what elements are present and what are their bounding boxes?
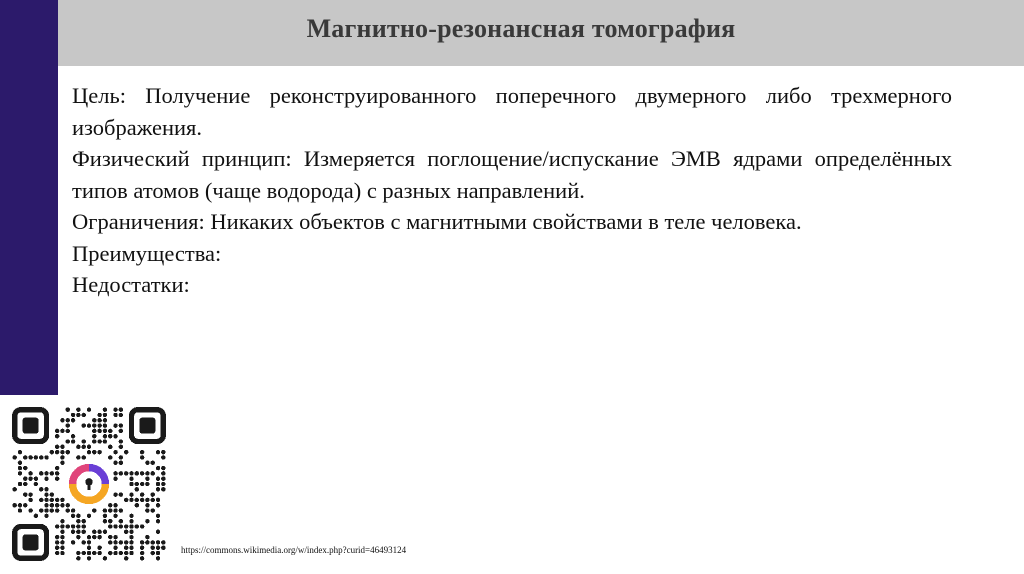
qr-module [119,540,123,544]
qr-module [60,450,64,454]
qr-module [103,407,107,411]
qr-module [23,482,27,486]
qr-module [108,551,112,555]
qr-module [87,556,91,560]
qr-module [28,471,32,475]
qr-module [76,455,80,459]
qr-module [39,455,43,459]
qr-module [66,439,70,443]
qr-module [87,445,91,449]
qr-module [55,545,59,549]
qr-module [60,551,64,555]
qr-module [156,551,160,555]
qr-module [60,418,64,422]
qr-module [156,503,160,507]
qr-module [39,508,43,512]
qr-module [55,508,59,512]
qr-module [124,471,128,475]
qr-module [76,407,80,411]
qr-module [129,545,133,549]
qr-module [129,476,133,480]
qr-module [81,455,85,459]
qr-module [161,450,165,454]
qr-module [12,487,16,491]
qr-module [124,551,128,555]
qr-module [12,503,16,507]
qr-module [18,503,22,507]
qr-module [92,439,96,443]
qr-module [66,450,70,454]
qr-module [161,476,165,480]
qr-module [103,514,107,518]
qr-module [44,471,48,475]
qr-module [129,530,133,534]
qr-module [108,445,112,449]
title-band [58,0,1024,66]
qr-module [129,535,133,539]
qr-module [145,508,149,512]
qr-module [97,439,101,443]
qr-module [81,413,85,417]
qr-module [113,492,117,496]
qr-module [71,413,75,417]
qr-module [55,503,59,507]
qr-module [60,461,64,465]
qr-module [124,540,128,544]
qr-module [156,450,160,454]
qr-module [81,540,85,544]
qr-module [55,540,59,544]
qr-module [119,551,123,555]
body-paragraph-goal: Цель: Получение реконструированного поперечного двумерного либо трехмерного изображения. [72,83,952,140]
qr-module [50,450,54,454]
qr-module [97,530,101,534]
qr-module [76,524,80,528]
qr-module [103,439,107,443]
qr-module [129,471,133,475]
qr-module [108,519,112,523]
qr-module [129,482,133,486]
qr-module [145,471,149,475]
qr-module [113,514,117,518]
qr-module [39,498,43,502]
qr-module [71,540,75,544]
qr-module [66,508,70,512]
qr-module [145,535,149,539]
qr-module [87,540,91,544]
qr-module [92,535,96,539]
qr-module [103,429,107,433]
qr-module [81,524,85,528]
qr-module [119,455,123,459]
qr-module [108,535,112,539]
qr-module [76,514,80,518]
qr-module [113,471,117,475]
qr-module [34,482,38,486]
qr-module [113,461,117,465]
qr-module [81,519,85,523]
qr-module [60,530,64,534]
qr-module [113,545,117,549]
qr-module [50,498,54,502]
qr-module [156,487,160,491]
qr-module [135,487,139,491]
qr-module [71,524,75,528]
qr-module [103,556,107,560]
qr-module [60,455,64,459]
qr-module [44,487,48,491]
qr-module [34,455,38,459]
qr-module [119,423,123,427]
qr-module [23,476,27,480]
qr-module [145,540,149,544]
qr-module [161,471,165,475]
qr-module [108,434,112,438]
qr-module [129,540,133,544]
qr-module [39,487,43,491]
qr-module [44,455,48,459]
qr-module [140,455,144,459]
qr-module [60,503,64,507]
qr-module [135,482,139,486]
qr-module [66,423,70,427]
qr-module [81,530,85,534]
source-link[interactable]: https://commons.wikimedia.org/w/index.php?curid=46493124 [181,545,407,555]
qr-module [140,498,144,502]
qr-module [156,482,160,486]
qr-module [97,450,101,454]
qr-module [119,413,123,417]
qr-module [66,524,70,528]
qr-module [71,439,75,443]
qr-module [156,476,160,480]
qr-module [66,503,70,507]
qr-module [150,498,154,502]
qr-module [23,503,27,507]
qr-module [156,514,160,518]
qr-module [145,503,149,507]
qr-module [150,545,154,549]
qr-module [55,498,59,502]
qr-module [87,551,91,555]
qr-module [119,429,123,433]
qr-code-icon[interactable] [12,407,166,561]
qr-module [156,519,160,523]
qr-module [92,423,96,427]
qr-module [119,524,123,528]
qr-module [140,551,144,555]
qr-module [113,540,117,544]
qr-module [55,434,59,438]
qr-module [124,556,128,560]
qr-module [50,492,54,496]
qr-module [150,508,154,512]
slide-body [72,80,952,301]
qr-module [119,519,123,523]
qr-module [92,551,96,555]
qr-module [129,519,133,523]
qr-module [156,466,160,470]
qr-module [28,476,32,480]
qr-module [28,498,32,502]
qr-module [44,492,48,496]
qr-module [50,503,54,507]
qr-module [50,471,54,475]
qr-module [60,540,64,544]
qr-module [103,434,107,438]
qr-module [103,508,107,512]
qr-module [124,524,128,528]
qr-module [119,461,123,465]
qr-module [28,455,32,459]
qr-module [161,487,165,491]
qr-module [113,413,117,417]
qr-module [103,413,107,417]
qr-module [60,524,64,528]
qr-module [92,450,96,454]
qr-module [76,535,80,539]
body-paragraph-principle: Физический принцип: Измеряется поглощение/испускание ЭМВ ядрами определённых типов атомов (чаще водорода) с разных направлений. [72,146,952,203]
qr-module [18,466,22,470]
qr-module [161,466,165,470]
qr-module [108,455,112,459]
qr-module [140,540,144,544]
qr-module [55,471,59,475]
qr-module [108,540,112,544]
qr-module [39,471,43,475]
qr-module [145,482,149,486]
qr-module [129,524,133,528]
qr-module [103,418,107,422]
qr-module [18,471,22,475]
qr-module [150,492,154,496]
qr-module [113,450,117,454]
qr-module [81,551,85,555]
qr-module [18,482,22,486]
qr-module [87,450,91,454]
qr-module [108,429,112,433]
qr-module [156,545,160,549]
qr-module [113,476,117,480]
qr-module [92,508,96,512]
qr-module [60,445,64,449]
qr-module [97,551,101,555]
qr-module [103,519,107,523]
qr-module [44,514,48,518]
qr-module [156,498,160,502]
qr-module [55,535,59,539]
qr-module [161,540,165,544]
qr-module [44,476,48,480]
qr-module [140,450,144,454]
body-paragraph-disadvantages: Недостатки: [72,272,190,297]
qr-module [34,476,38,480]
qr-module [44,498,48,502]
qr-module [119,508,123,512]
qr-module [44,503,48,507]
qr-module [23,466,27,470]
qr-module [161,545,165,549]
qr-module [129,551,133,555]
qr-module [60,498,64,502]
qr-module [145,498,149,502]
qr-module [87,514,91,518]
qr-module [97,423,101,427]
qr-module [113,407,117,411]
qr-module [71,508,75,512]
qr-module [55,429,59,433]
qr-module [135,503,139,507]
qr-module [55,445,59,449]
qr-module [44,508,48,512]
qr-module [55,551,59,555]
qr-module [108,524,112,528]
qr-module [140,545,144,549]
qr-module [156,556,160,560]
qr-module [156,540,160,544]
qr-module [150,471,154,475]
qr-module [87,545,91,549]
qr-module [113,551,117,555]
qr-module [92,530,96,534]
qr-module [129,492,133,496]
qr-module [81,445,85,449]
qr-module [156,530,160,534]
qr-module [71,530,75,534]
qr-module [140,482,144,486]
qr-module [55,476,59,480]
qr-module [97,413,101,417]
qr-module [50,508,54,512]
qr-module [124,530,128,534]
qr-module [76,556,80,560]
qr-module [113,503,117,507]
qr-module [113,508,117,512]
qr-module [66,429,70,433]
qr-module [55,466,59,470]
qr-module [71,434,75,438]
qr-module [97,418,101,422]
qr-module [87,423,91,427]
qr-module [161,482,165,486]
slide-title: Магнитно-резонансная томография [306,14,736,43]
qr-module [150,461,154,465]
qr-module [113,434,117,438]
qr-module [113,423,117,427]
qr-module [23,455,27,459]
side-accent-bar [0,0,58,395]
qr-module [28,492,32,496]
qr-module [103,530,107,534]
qr-module [60,429,64,433]
qr-module [161,455,165,459]
qr-module [76,530,80,534]
qr-module [103,423,107,427]
qr-module [55,524,59,528]
qr-module [81,423,85,427]
qr-module [66,407,70,411]
qr-module [129,514,133,518]
qr-module [150,540,154,544]
qr-module [87,407,91,411]
qr-module [135,498,139,502]
qr-module [60,545,64,549]
qr-module [76,413,80,417]
qr-module [87,535,91,539]
qr-module [23,492,27,496]
qr-module [28,508,32,512]
qr-module [135,471,139,475]
qr-module [124,450,128,454]
qr-module [119,445,123,449]
qr-module [97,545,101,549]
qr-module [140,556,144,560]
qr-module [66,418,70,422]
qr-module [92,418,96,422]
qr-module [124,545,128,549]
qr-module [18,508,22,512]
body-paragraph-advantages: Преимущества: [72,240,222,266]
qr-module [150,551,154,555]
qr-module [140,492,144,496]
qr-module [113,524,117,528]
qr-module [71,514,75,518]
qr-module [97,429,101,433]
qr-module [60,535,64,539]
qr-module [71,418,75,422]
qr-module [145,461,149,465]
qr-module [76,551,80,555]
qr-module [145,519,149,523]
qr-module [92,429,96,433]
qr-module [12,455,16,459]
qr-module [60,519,64,523]
qr-module [119,492,123,496]
qr-module [97,535,101,539]
qr-module [124,498,128,502]
qr-module [55,450,59,454]
qr-module [119,407,123,411]
qr-module [119,439,123,443]
qr-module [119,471,123,475]
qr-module [135,524,139,528]
qr-module [145,476,149,480]
qr-module [129,498,133,502]
qr-module [140,471,144,475]
qr-module [108,508,112,512]
qr-module [18,450,22,454]
qr-module [92,434,96,438]
qr-module [113,535,117,539]
qr-module [34,514,38,518]
qr-module [18,461,22,465]
qr-module [76,445,80,449]
qr-module [81,439,85,443]
lock-icon [65,460,114,509]
qr-module [76,519,80,523]
body-paragraph-limitations: Ограничения: Никаких объектов с магнитными свойствами в теле человека. [72,209,802,234]
qr-module [108,503,112,507]
qr-module [140,524,144,528]
